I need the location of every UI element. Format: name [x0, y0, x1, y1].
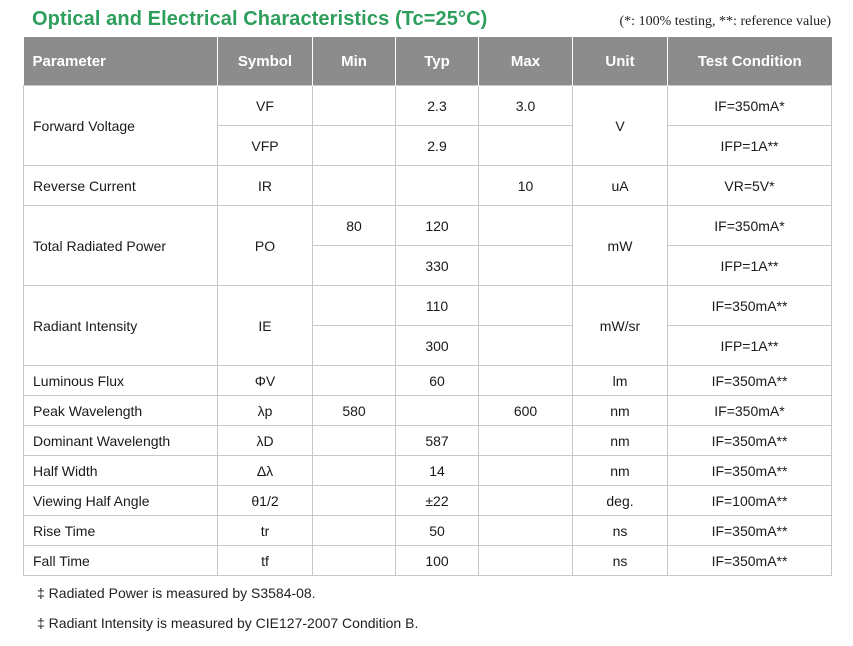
cell-symbol: VF	[218, 86, 313, 126]
cell-min	[313, 246, 396, 286]
cell-typ: 2.3	[396, 86, 479, 126]
footnote-radiant-intensity: ‡ Radiant Intensity is measured by CIE127-2007 Condition B.	[37, 615, 419, 631]
cell-parameter: Rise Time	[24, 516, 218, 546]
table-row	[24, 166, 832, 206]
cell-condition: IF=100mA**	[668, 486, 832, 516]
cell-symbol: tr	[218, 516, 313, 546]
cell-condition: IF=350mA**	[668, 366, 832, 396]
header-symbol: Symbol	[218, 37, 313, 86]
cell-unit: lm	[573, 366, 668, 396]
cell-symbol: PO	[218, 206, 313, 286]
cell-unit: nm	[573, 456, 668, 486]
cell-typ	[396, 396, 479, 426]
table-row	[24, 516, 832, 546]
cell-parameter: Dominant Wavelength	[24, 426, 218, 456]
cell-symbol: θ1/2	[218, 486, 313, 516]
cell-max: 600	[479, 396, 573, 426]
footnote-radiated-power: ‡ Radiated Power is measured by S3584-08.	[37, 585, 316, 601]
cell-max	[479, 456, 573, 486]
cell-min	[313, 286, 396, 326]
table-row	[24, 366, 832, 396]
cell-condition: IF=350mA**	[668, 426, 832, 456]
cell-typ: 50	[396, 516, 479, 546]
cell-unit: mW/sr	[573, 286, 668, 366]
cell-unit: nm	[573, 426, 668, 456]
cell-parameter: Luminous Flux	[24, 366, 218, 396]
cell-unit: ns	[573, 546, 668, 576]
cell-condition: IF=350mA**	[668, 546, 832, 576]
cell-min	[313, 126, 396, 166]
table-header-row	[24, 37, 832, 86]
cell-typ: ±22	[396, 486, 479, 516]
cell-max: 3.0	[479, 86, 573, 126]
cell-condition: IFP=1A**	[668, 246, 832, 286]
cell-symbol: IE	[218, 286, 313, 366]
header-max: Max	[479, 37, 573, 86]
header-typ: Typ	[396, 37, 479, 86]
header-parameter: Parameter	[24, 37, 218, 86]
cell-min	[313, 456, 396, 486]
cell-max	[479, 206, 573, 246]
cell-max	[479, 126, 573, 166]
cell-symbol: λD	[218, 426, 313, 456]
cell-condition: IFP=1A**	[668, 126, 832, 166]
cell-symbol: λp	[218, 396, 313, 426]
header-condition: Test Condition	[668, 37, 832, 86]
cell-max: 10	[479, 166, 573, 206]
table-row	[24, 486, 832, 516]
cell-symbol: IR	[218, 166, 313, 206]
cell-symbol: Δλ	[218, 456, 313, 486]
cell-parameter: Forward Voltage	[24, 86, 218, 166]
cell-max	[479, 426, 573, 456]
cell-typ: 120	[396, 206, 479, 246]
cell-parameter: Radiant Intensity	[24, 286, 218, 366]
cell-min	[313, 366, 396, 396]
cell-unit: deg.	[573, 486, 668, 516]
cell-condition: IF=350mA**	[668, 456, 832, 486]
cell-condition: IF=350mA*	[668, 396, 832, 426]
cell-typ	[396, 166, 479, 206]
cell-max	[479, 546, 573, 576]
table-row	[24, 86, 832, 126]
table-row	[24, 396, 832, 426]
cell-unit: uA	[573, 166, 668, 206]
table-row	[24, 206, 832, 246]
testing-note: (*: 100% testing, **: reference value)	[619, 14, 831, 29]
cell-condition: IFP=1A**	[668, 326, 832, 366]
cell-typ: 60	[396, 366, 479, 396]
cell-condition: IF=350mA**	[668, 516, 832, 546]
cell-parameter: Reverse Current	[24, 166, 218, 206]
cell-min	[313, 426, 396, 456]
cell-min	[313, 546, 396, 576]
table-row	[24, 426, 832, 456]
cell-symbol: VFP	[218, 126, 313, 166]
cell-parameter: Fall Time	[24, 546, 218, 576]
characteristics-table	[23, 37, 832, 576]
cell-unit: nm	[573, 396, 668, 426]
cell-max	[479, 366, 573, 396]
cell-typ: 330	[396, 246, 479, 286]
table-row	[24, 286, 832, 326]
cell-condition: IF=350mA*	[668, 86, 832, 126]
cell-parameter: Peak Wavelength	[24, 396, 218, 426]
cell-condition: VR=5V*	[668, 166, 832, 206]
cell-min	[313, 486, 396, 516]
cell-parameter: Total Radiated Power	[24, 206, 218, 286]
cell-typ: 300	[396, 326, 479, 366]
cell-typ: 110	[396, 286, 479, 326]
cell-condition: IF=350mA**	[668, 286, 832, 326]
header-min: Min	[313, 37, 396, 86]
cell-unit: V	[573, 86, 668, 166]
cell-max	[479, 516, 573, 546]
cell-unit: ns	[573, 516, 668, 546]
cell-unit: mW	[573, 206, 668, 286]
cell-min	[313, 86, 396, 126]
page-title: Optical and Electrical Characteristics (Tc=25°C)	[32, 8, 488, 30]
cell-max	[479, 246, 573, 286]
cell-max	[479, 486, 573, 516]
cell-symbol: tf	[218, 546, 313, 576]
cell-typ: 14	[396, 456, 479, 486]
cell-typ: 587	[396, 426, 479, 456]
table-row	[24, 546, 832, 576]
table-row	[24, 456, 832, 486]
cell-min: 580	[313, 396, 396, 426]
cell-parameter: Half Width	[24, 456, 218, 486]
cell-min	[313, 326, 396, 366]
header-unit: Unit	[573, 37, 668, 86]
cell-typ: 2.9	[396, 126, 479, 166]
cell-min	[313, 166, 396, 206]
cell-parameter: Viewing Half Angle	[24, 486, 218, 516]
cell-min: 80	[313, 206, 396, 246]
cell-condition: IF=350mA*	[668, 206, 832, 246]
cell-min	[313, 516, 396, 546]
cell-symbol: ΦV	[218, 366, 313, 396]
cell-typ: 100	[396, 546, 479, 576]
cell-max	[479, 286, 573, 326]
cell-max	[479, 326, 573, 366]
